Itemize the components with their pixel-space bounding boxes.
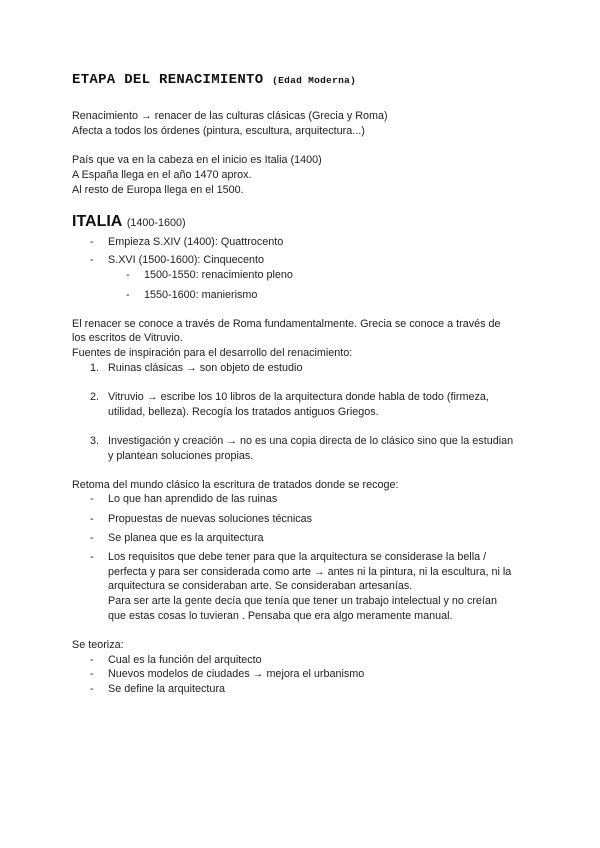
list-number: 2. — [90, 391, 100, 403]
list-item: Se planea que es la arquitectura — [108, 532, 264, 544]
list-item: perfecta y para ser considerada como arte → antes ni la pintura, ni la escultura, ni la — [108, 566, 512, 578]
paragraph-line: Se teoriza: — [72, 639, 124, 651]
bullet-dash: - — [90, 668, 94, 680]
bullet-dash: - — [90, 513, 94, 525]
bullet-dash: - — [126, 289, 130, 301]
page-title — [72, 72, 356, 88]
heading-text: ITALIA — [72, 213, 123, 230]
bullet-dash: - — [90, 236, 94, 248]
paragraph-line: Fuentes de inspiración para el desarrollo del renacimiento: — [72, 347, 353, 359]
bullet-dash: - — [126, 269, 130, 281]
bullet-dash: - — [90, 254, 94, 266]
list-number: 3. — [90, 435, 100, 447]
bullet-dash: - — [90, 532, 94, 544]
intro-line: Renacimiento → renacer de las culturas clásicas (Grecia y Roma) — [72, 110, 388, 122]
numbered-item: Ruinas clásicas → son objeto de estudio — [108, 362, 303, 374]
sub-list-item: 1550-1600: manierismo — [144, 289, 258, 301]
list-item: arquitectura se consideraban arte. Se consideraban artesanías. — [108, 580, 413, 592]
list-item: Se define la arquitectura — [108, 683, 226, 695]
bullet-dash: - — [90, 683, 94, 695]
list-number: 1. — [90, 362, 100, 374]
numbered-item: Investigación y creación → no es una copia directa de lo clásico sino que la estudian — [108, 435, 514, 447]
intro-line: Afecta a todos los órdenes (pintura, escultura, arquitectura...) — [72, 125, 365, 137]
numbered-item: utilidad, belleza). Recogía los tratados antiguos Griegos. — [108, 406, 379, 418]
list-item: Nuevos modelos de ciudades → mejora el urbanismo — [108, 668, 365, 680]
sub-list-item: 1500-1550: renacimiento pleno — [144, 269, 293, 281]
title-subtitle: (Edad Moderna) — [272, 75, 357, 86]
list-item: Lo que han aprendido de las ruinas — [108, 493, 278, 505]
list-item: Empieza S.XIV (1400): Quattrocento — [108, 236, 284, 248]
numbered-item: Vitruvio → escribe los 10 libros de la arquitectura donde habla de todo (firmeza, — [108, 391, 489, 403]
heading-range: (1400-1600) — [126, 217, 186, 229]
bullet-dash: - — [90, 493, 94, 505]
spread-line: Al resto de Europa llega en el 1500. — [72, 184, 244, 196]
list-item: S.XVI (1500-1600): Cinquecento — [108, 254, 265, 266]
list-item: Cual es la función del arquitecto — [108, 654, 262, 666]
spread-line: País que va en la cabeza en el inicio es Italia (1400) — [72, 154, 322, 166]
bullet-dash: - — [90, 551, 94, 563]
list-item: Propuestas de nuevas soluciones técnicas — [108, 513, 313, 525]
spread-line: A España llega en el año 1470 aprox. — [72, 169, 252, 181]
section-heading-italia — [72, 213, 186, 231]
numbered-item: y plantean soluciones propias. — [108, 450, 254, 462]
paragraph-line: los escritos de Vitruvio. — [72, 332, 183, 344]
paragraph-line: Retoma del mundo clásico la escritura de tratados donde se recoge: — [72, 479, 399, 491]
list-item: Para ser arte la gente decía que tenía que tener un trabajo intelectual y no creían — [108, 595, 497, 607]
list-item: que estas cosas lo tuvieran . Pensaba que era algo meramente manual. — [108, 610, 453, 622]
list-item: Los requisitos que debe tener para que la arquitectura se considerase la bella / — [108, 551, 487, 563]
bullet-dash: - — [90, 654, 94, 666]
paragraph-line: El renacer se conoce a través de Roma fundamentalmente. Grecia se conoce a través de — [72, 318, 501, 330]
title-main: ETAPA DEL RENACIMIENTO — [72, 72, 264, 88]
